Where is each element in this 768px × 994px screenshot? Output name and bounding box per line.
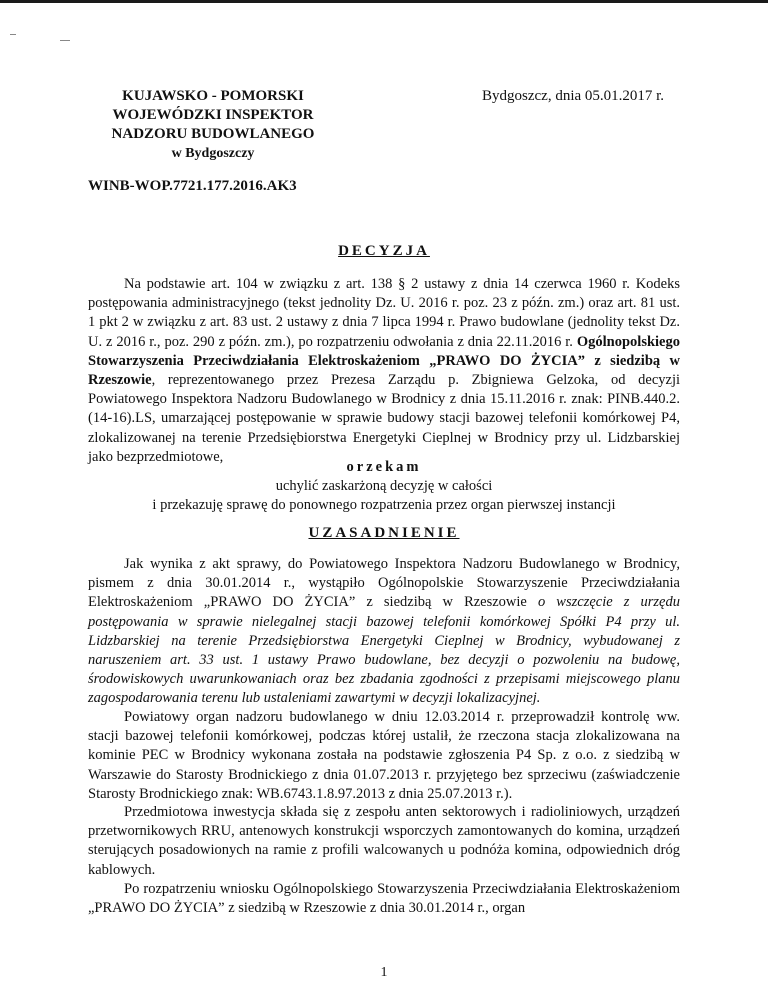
justification-paragraph: Po rozpatrzeniu wniosku Ogólnopolskiego Stowarzyszenia Przeciwdziałania Elektroskażeniom „PRAWO DO ŻYCIA” z siedzibą w Rzeszowie z dnia 30.01.2014 r., organ <box>88 881 680 917</box>
justification-paragraph: Przedmiotowa inwestycja składa się z zespołu anten sektorowych i radioliniowych, urządzeń przetwornikowych RRU, antenowych konstrukcji wsporczych zamontowanych do komina, urządzeń sterujących posadowionych na ramie z profili walcowanych u podnóża komina, odpowiednich dróg kablowych. <box>88 804 680 878</box>
quoted-request: o wszczęcie z urzędu postępowania w sprawie nielegalnej stacji bazowej telefonii komórkowej Spółki P4 przy ul. Lidzbarskiej na terenie Przedsiębiorstwa Energetyki Cieplnej w Brodnicy, wybudowanej z naruszeniem art. 33 ust. 1 ustawy Prawo budowlane, bez decyzji o pozwoleniu na budowę, środowiskowych uwarunkowaniach oraz bez zbadania zgodności z przepisami miejscowego planu zagospodarowania terenu lub ustaleniami zawartymi w decyzji lokalizacyjnej. <box>88 594 680 707</box>
justification-title-text: UZASADNIENIE <box>308 525 460 541</box>
intro-text: Na podstawie art. 104 w związku z art. 138 § 2 ustawy z dnia 14 czerwca 1960 r. Kodeks postępowania administracyjnego (tekst jednolity Dz. U. 2016 r. poz. 23 z późn. zm.) oraz art. 81 ust. 1 pkt 2 w związku z art. 83 ust. 2 ustawy z dnia 7 lipca 1994 r. Prawo budowlane (jednolity tekst Dz. U. z 2016 r., poz. 290 z późn. zm.), po rozpatrzeniu odwołania z dnia 22.11.2016 r. <box>88 276 680 350</box>
justification-paragraph: Powiatowy organ nadzoru budowlanego w dniu 12.03.2014 r. przeprowadził kontrolę ww. stacji bazowej telefonii komórkowej, podczas której ustalił, że rzeczona stacja zlokalizowana na kominie PEC w Brodnicy wykonana została na podstawie zgłoszenia P4 Sp. z o.o. z siedzibą w Warszawie do Starosty Brodnickiego z dnia 01.07.2013 r. przyjętego bez sprzeciwu (zaświadczenie Starosty Brodnickiego znak: WB.6743.1.8.97.2013 z dnia 25.07.2013 r.). <box>88 709 680 802</box>
case-number: WINB-WOP.7721.177.2016.AK3 <box>88 178 297 194</box>
scan-top-border <box>0 0 768 3</box>
justification-title <box>0 525 768 542</box>
document-title <box>0 243 768 260</box>
intro-text: , reprezentowanego przez Prezesa Zarządu p. Zbigniewa Gelzoka, od decyzji Powiatowego Inspektora Nadzoru Budowlanego w Brodnicy z dnia 15.11.2016 r. znak: PINB.440.2.(14-16).LS, umarzającej postępowanie w sprawie budowy stacji bazowej telefonii komórkowej P4, zlokalizowanej na terenie Przedsiębiorstwa Energetyki Cieplnej w Brodnicy przy ul. Lidzbarskiej jako bezprzedmiotowe, <box>88 372 680 465</box>
ruling-heading: orzekam <box>346 459 422 475</box>
document-title-text: DECYZJA <box>338 243 430 259</box>
issuing-office <box>88 87 338 163</box>
intro-paragraph <box>88 275 680 467</box>
place-date: Bydgoszcz, dnia 05.01.2017 r. <box>482 88 665 104</box>
office-line: WOJEWÓDZKI INSPEKTOR <box>112 107 314 123</box>
ruling-line: i przekazuję sprawę do ponownego rozpatrzenia przez organ pierwszej instancji <box>152 497 616 514</box>
appellant-name: Ogólnopolskiego Stowarzyszenia Przeciwdziałania Elektroskażeniom „PRAWO DO ŻYCIA” z siedzibą w Rzeszowie <box>88 333 680 389</box>
page-number: 1 <box>380 965 388 980</box>
paragraph-text: Jak wynika z akt sprawy, do Powiatowego Inspektora Nadzoru Budowlanego w Brodnicy, pismem z dnia 30.01.2014 r., wystąpiło Ogólnopolskie Stowarzyszenie Przeciwdziałania Elektroskażeniom „PRAWO DO ŻYCIA” z siedzibą w Rzeszowie <box>88 556 680 611</box>
justification-paragraph <box>88 555 680 709</box>
ruling-line: uchylić zaskarżoną decyzję w całości <box>275 478 493 495</box>
scan-speck <box>10 34 16 35</box>
office-line: KUJAWSKO - POMORSKI <box>122 88 304 104</box>
ruling <box>0 458 768 516</box>
scan-speck <box>60 40 70 41</box>
office-line: NADZORU BUDOWLANEGO <box>111 126 315 142</box>
office-line: w Bydgoszczy <box>171 146 255 161</box>
